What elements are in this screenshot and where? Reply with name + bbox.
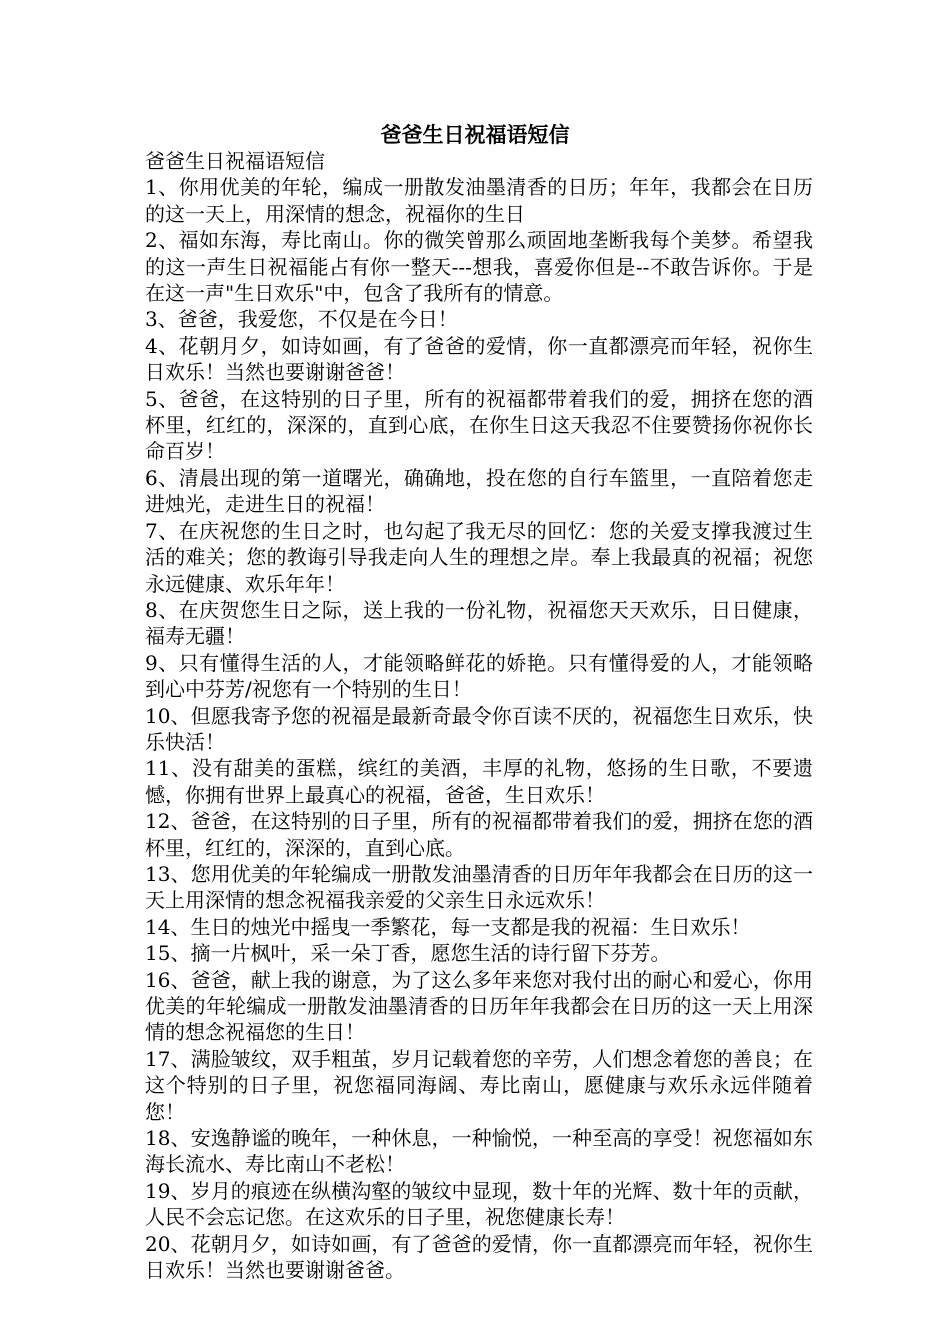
paragraph-19: 19、岁月的痕迹在纵横沟壑的皱纹中显现，数十年的光辉、数十年的贡献，人民不会忘记您。在这欢乐的日子里，祝您健康长寿！ [145,1178,813,1230]
paragraph-7: 7、在庆祝您的生日之时，也勾起了我无尽的回忆：您的关爱支撑我渡过生活的难关；您的教诲引导我走向人生的理想之岸。奉上我最真的祝福；祝您永远健康、欢乐年年！ [145,518,813,596]
paragraph-4: 4、花朝月夕，如诗如画，有了爸爸的爱情，你一直都漂亮而年轻，祝你生日欢乐！当然也要谢谢爸爸！ [145,333,813,385]
document-subtitle: 爸爸生日祝福语短信 [145,149,325,173]
paragraph-20: 20、花朝月夕，如诗如画，有了爸爸的爱情，你一直都漂亮而年轻，祝你生日欢乐！当然也要谢谢爸爸。 [145,1231,813,1283]
paragraph-10: 10、但愿我寄予您的祝福是最新奇最令你百读不厌的，祝福您生日欢乐，快乐快活！ [145,703,813,754]
paragraph-13: 13、您用优美的年轮编成一册散发油墨清香的日历年年我都会在日历的这一天上用深情的想念祝福我亲爱的父亲生日永远欢乐！ [145,861,813,913]
paragraph-1: 1、你用优美的年轮，编成一册散发油墨清香的日历；年年，我都会在日历的这一天上，用深情的想念，祝福你的生日 [145,175,813,226]
paragraph-11: 11、没有甜美的蛋糕，缤红的美酒，丰厚的礼物，悠扬的生日歌，不要遗憾，你拥有世界上最真心的祝福，爸爸，生日欢乐！ [145,756,813,807]
paragraph-18: 18、安逸静谧的晚年，一种休息，一种愉悦，一种至高的享受！祝您福如东海长流水、寿比南山不老松！ [145,1126,813,1177]
paragraph-6: 6、清晨出现的第一道曙光，确确地，投在您的自行车篮里，一直陪着您走进烛光，走进生日的祝福！ [145,465,813,517]
paragraph-17: 17、满脸皱纹，双手粗茧，岁月记载着您的辛劳，人们想念着您的善良；在这个特别的日子里，祝您福同海阔、寿比南山，愿健康与欢乐永远伴随着您！ [145,1046,813,1124]
paragraph-12: 12、爸爸，在这特别的日子里，所有的祝福都带着我们的爱，拥挤在您的酒杯里，红红的，深深的，直到心底。 [145,809,813,860]
document-body [145,148,813,1283]
paragraph-8: 8、在庆贺您生日之际，送上我的一份礼物，祝福您天天欢乐，日日健康，福寿无疆！ [145,597,813,649]
paragraph-9: 9、只有懂得生活的人，才能领略鲜花的娇艳。只有懂得爱的人，才能领略到心中芬芳/祝您有一个特别的生日！ [145,650,813,702]
paragraph-2: 2、福如东海，寿比南山。你的微笑曾那么顽固地垄断我每个美梦。希望我的这一声生日祝福能占有你一整天---想我，喜爱你但是--不敢告诉你。于是在这一声"生日欢乐"中，包含了我所有的情意。 [145,228,813,306]
paragraph-5: 5、爸爸，在这特别的日子里，所有的祝福都带着我们的爱，拥挤在您的酒杯里，红红的，深深的，直到心底，在你生日这天我忍不住要赞扬你祝你长命百岁！ [145,386,813,464]
paragraph-3: 3、爸爸，我爱您，不仅是在今日！ [145,307,458,332]
document-title: 爸爸生日祝福语短信 [380,123,570,147]
paragraph-16: 16、爸爸，献上我的谢意，为了这么多年来您对我付出的耐心和爱心，你用优美的年轮编成一册散发油墨清香的日历年年我都会在日历的这一天上用深情的想念祝福您的生日！ [145,967,813,1045]
paragraph-15: 15、摘一片枫叶，采一朵丁香，愿您生活的诗行留下芬芳。 [145,941,671,966]
paragraph-14: 14、生日的烛光中摇曳一季繁花，每一支都是我的祝福：生日欢乐！ [145,914,751,939]
